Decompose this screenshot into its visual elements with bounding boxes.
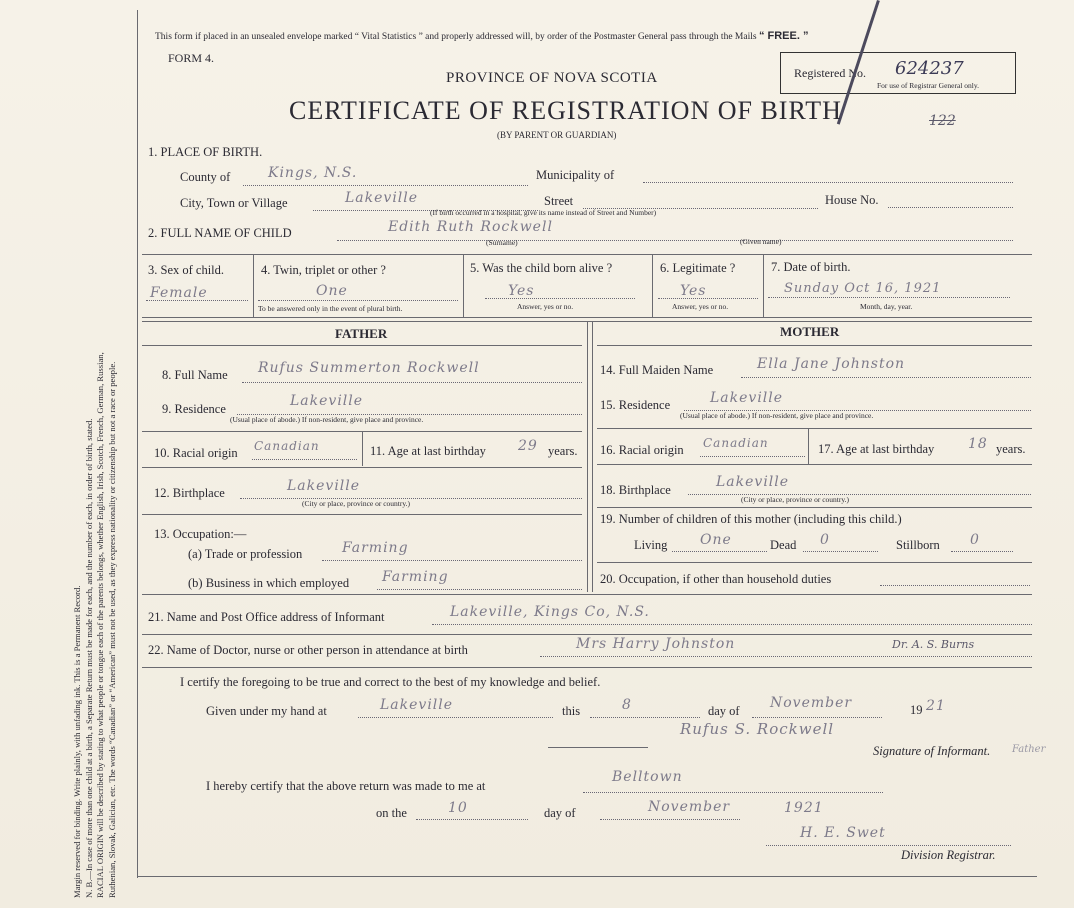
doctor-extra: Dr. A. S. Burns <box>892 638 975 651</box>
reg-day-line <box>416 819 528 820</box>
alive-label: 5. Was the child born alive ? <box>470 261 613 275</box>
doctor-label: 22. Name of Doctor, nurse or other person in attendance at birth <box>148 643 468 657</box>
col-divider-4 <box>763 255 764 317</box>
informant-bottom-rule <box>142 667 1032 668</box>
reg-year-value: 1921 <box>784 800 824 816</box>
given-under-label: Given under my hand at <box>206 704 327 718</box>
certificate-subtitle: (BY PARENT OR GUARDIAN) <box>497 130 617 140</box>
legitimate-line <box>658 298 758 299</box>
father-trade-label: (a) Trade or profession <box>188 547 303 561</box>
twin-line <box>258 300 458 301</box>
mother-stillborn-label: Stillborn <box>896 538 940 552</box>
dob-label: 7. Date of birth. <box>771 260 851 274</box>
registrar-label: Division Registrar. <box>901 848 996 862</box>
informant-signature: Rufus S. Rockwell <box>680 720 835 738</box>
surname-note: (Surname) <box>486 238 518 247</box>
mother-stillborn-value: 0 <box>970 532 980 548</box>
alive-line <box>485 298 635 299</box>
alive-value: Yes <box>508 283 535 299</box>
father-rule-2 <box>142 467 582 468</box>
registered-no-value: 624237 <box>895 58 964 79</box>
registered-no-label: Registered No. <box>794 66 866 80</box>
mother-rule-3 <box>597 507 1032 508</box>
year-value: 21 <box>926 698 946 714</box>
year-prefix: 19 <box>910 703 923 717</box>
doctor-value: Mrs Harry Johnston <box>576 636 736 652</box>
city-value: Lakeville <box>345 190 419 206</box>
mother-dead-label: Dead <box>770 538 797 552</box>
twin-label: 4. Twin, triplet or other ? <box>261 263 386 277</box>
twin-note: To be answered only in the event of plural birth. <box>258 304 403 313</box>
mother-name-label: 14. Full Maiden Name <box>600 363 714 377</box>
father-residence-label: 9. Residence <box>162 402 226 416</box>
sidebar-instructions <box>72 18 118 898</box>
given-name-note: (Given name) <box>740 237 782 246</box>
mother-rule-2 <box>597 464 1032 465</box>
dob-line <box>768 297 1010 298</box>
struck-number: 122 <box>929 113 956 129</box>
sex-value: Female <box>150 285 208 301</box>
father-heading-rule <box>142 345 582 346</box>
father-business-line <box>377 589 582 590</box>
mother-heading: MOTHER <box>780 324 840 339</box>
house-line <box>888 207 1013 208</box>
on-the-label: on the <box>376 806 407 820</box>
mother-living-label: Living <box>634 538 668 552</box>
alive-note: Answer, yes or no. <box>517 302 574 311</box>
mother-abode-note: (Usual place of abode.) If non-resident, give place and province. <box>680 411 874 420</box>
given-place-value: Lakeville <box>380 697 454 713</box>
mother-age-value: 18 <box>968 436 988 452</box>
father-birthplace-line <box>240 498 582 499</box>
father-birthplace-note: (City or place, province or country.) <box>302 499 411 508</box>
mother-age-divider <box>808 428 809 464</box>
mother-living-line <box>672 551 767 552</box>
father-occupation-label: 13. Occupation:— <box>154 527 247 541</box>
father-abode-note: (Usual place of abode.) If non-resident, give place and province. <box>230 415 424 424</box>
informant-line <box>432 624 1032 625</box>
father-age-divider <box>362 432 363 466</box>
form-number: FORM 4. <box>168 51 215 65</box>
registrar-signature: H. E. Swet <box>800 825 886 841</box>
registrar-place-line <box>583 792 883 793</box>
mother-rule-4 <box>597 562 1032 563</box>
month-line <box>752 717 882 718</box>
dob-note: Month, day, year. <box>860 302 913 311</box>
mailing-free: “ FREE. ” <box>758 30 809 42</box>
father-name-label: 8. Full Name <box>162 368 228 382</box>
informant-mid-rule <box>142 634 1032 635</box>
father-business-value: Farming <box>382 569 449 585</box>
mother-name-line <box>741 377 1031 378</box>
father-years: years. <box>548 444 578 458</box>
mother-residence-label: 15. Residence <box>600 398 671 412</box>
parents-divider-2 <box>592 322 593 592</box>
municipality-label: Municipality of <box>536 168 615 182</box>
province-heading: PROVINCE OF NOVA SCOTIA <box>446 70 658 86</box>
mother-years: years. <box>996 442 1026 456</box>
father-trade-line <box>322 560 582 561</box>
col-divider-3 <box>652 255 653 317</box>
bottom-border <box>137 876 1037 877</box>
father-trade-value: Farming <box>342 540 409 556</box>
father-racial-line <box>252 459 357 460</box>
informant-value: Lakeville, Kings Co, N.S. <box>450 604 650 620</box>
mother-dead-line <box>803 551 878 552</box>
mother-racial-label: 16. Racial origin <box>600 443 684 457</box>
sex-label: 3. Sex of child. <box>148 263 225 277</box>
informant-top-rule <box>142 594 1032 595</box>
signature-role: Father <box>1012 744 1046 755</box>
mother-dead-value: 0 <box>820 532 830 548</box>
father-residence-value: Lakeville <box>290 393 364 409</box>
city-label: City, Town or Village <box>180 196 288 210</box>
registrar-signature-line <box>766 845 1011 846</box>
house-label: House No. <box>825 193 879 207</box>
mother-occupation-line <box>880 585 1030 586</box>
mother-birthplace-note: (City or place, province or country.) <box>741 495 850 504</box>
sidebar-line-4: Ruthenian, Slovak, Galician, etc. The words “Canadian” or “American” must not be used, as they express nationality or citizenship but not a race or people. <box>106 361 117 898</box>
twin-value: One <box>316 283 348 299</box>
mother-children-label: 19. Number of children of this mother (including this child.) <box>600 512 902 526</box>
mother-name-value: Ella Jane Johnston <box>757 356 906 372</box>
sex-line <box>146 300 248 301</box>
day-value: 8 <box>622 697 632 713</box>
this-label: this <box>562 704 581 718</box>
mailing-note: This form if placed in an unsealed envelope marked “ Vital Statistics ” and properly addressed will, by order of the Postmaster General pass through the Mails “ FREE. ” <box>155 30 809 42</box>
signature-label: Signature of Informant. <box>873 744 991 758</box>
mother-heading-rule <box>597 345 1032 346</box>
dob-value: Sunday Oct 16, 1921 <box>784 281 942 296</box>
informant-label: 21. Name and Post Office address of Informant <box>148 610 385 624</box>
mother-birthplace-label: 18. Birthplace <box>600 483 671 497</box>
mother-racial-value: Canadian <box>703 436 769 450</box>
reg-month-value: November <box>648 799 731 815</box>
mother-occupation-label: 20. Occupation, if other than household duties <box>600 572 832 586</box>
certify-statement: I certify the foregoing to be true and correct to the best of my knowledge and belief. <box>180 675 601 689</box>
county-value: Kings, N.S. <box>268 165 358 181</box>
row-bottom-rule <box>142 317 1032 318</box>
county-label: County of <box>180 170 231 184</box>
father-rule-1 <box>142 431 582 432</box>
certificate-title: CERTIFICATE OF REGISTRATION OF BIRTH <box>289 96 842 125</box>
legitimate-value: Yes <box>680 283 707 299</box>
doctor-line <box>540 656 1032 657</box>
father-business-label: (b) Business in which employed <box>188 576 350 590</box>
col-divider-1 <box>253 255 254 317</box>
father-rule-3 <box>142 514 582 515</box>
parents-divider <box>587 322 588 592</box>
col-divider-2 <box>463 255 464 317</box>
county-line <box>243 185 528 186</box>
place-heading: 1. PLACE OF BIRTH. <box>148 145 263 159</box>
mother-living-value: One <box>700 532 732 548</box>
day-of-label: day of <box>708 704 740 718</box>
reg-day-value: 10 <box>448 800 468 816</box>
separator-rule <box>548 747 648 748</box>
father-age-value: 29 <box>518 438 538 454</box>
child-name-value: Edith Ruth Rockwell <box>388 219 553 235</box>
registrar-place-value: Belltown <box>612 769 683 785</box>
day-line <box>590 717 700 718</box>
father-birthplace-label: 12. Birthplace <box>154 486 225 500</box>
mother-birthplace-value: Lakeville <box>716 474 790 490</box>
given-place-line <box>358 717 553 718</box>
registrar-use-note: For use of Registrar General only. <box>877 81 979 90</box>
father-name-value: Rufus Summerton Rockwell <box>258 360 480 376</box>
father-age-label: 11. Age at last birthday <box>370 444 486 458</box>
mother-rule-1 <box>597 428 1032 429</box>
row-top-rule <box>142 254 1032 255</box>
street-label: Street <box>544 194 574 208</box>
legitimate-note: Answer, yes or no. <box>672 302 729 311</box>
sidebar-line-3: RACIAL ORIGIN will be described by stating to what people or tongue each of the parents belongs, whether English, Irish, Scotch, French, German, Russian, <box>95 352 106 898</box>
child-name-line <box>337 240 1013 241</box>
legitimate-label: 6. Legitimate ? <box>660 261 736 275</box>
reg-month-line <box>600 819 740 820</box>
mother-stillborn-line <box>951 551 1013 552</box>
month-value: November <box>770 695 853 711</box>
hospital-note: (If birth occurred in a hospital, give its name instead of Street and Number) <box>430 208 657 217</box>
mother-racial-line <box>700 456 805 457</box>
father-birthplace-value: Lakeville <box>287 478 361 494</box>
mother-birthplace-line <box>688 494 1031 495</box>
margin-rule <box>137 10 138 878</box>
father-name-line <box>242 382 582 383</box>
registrar-statement: I hereby certify that the above return was made to me at <box>206 779 486 793</box>
reg-day-of-label: day of <box>544 806 576 820</box>
sidebar-line-2: N. B.—In case of more than one child at a birth, a Separate Return must be made for each, and the number of each, in order of birth, stated. <box>83 418 94 898</box>
mother-residence-value: Lakeville <box>710 390 784 406</box>
mother-age-label: 17. Age at last birthday <box>818 442 935 456</box>
father-racial-value: Canadian <box>254 439 320 453</box>
sidebar-line-1: Margin reserved for binding. Write plainly, with unfading ink. This is a Permanent Record. <box>72 585 82 898</box>
father-heading: FATHER <box>335 326 388 341</box>
municipality-line <box>643 182 1013 183</box>
child-name-label: 2. FULL NAME OF CHILD <box>148 226 292 240</box>
father-racial-label: 10. Racial origin <box>154 446 238 460</box>
